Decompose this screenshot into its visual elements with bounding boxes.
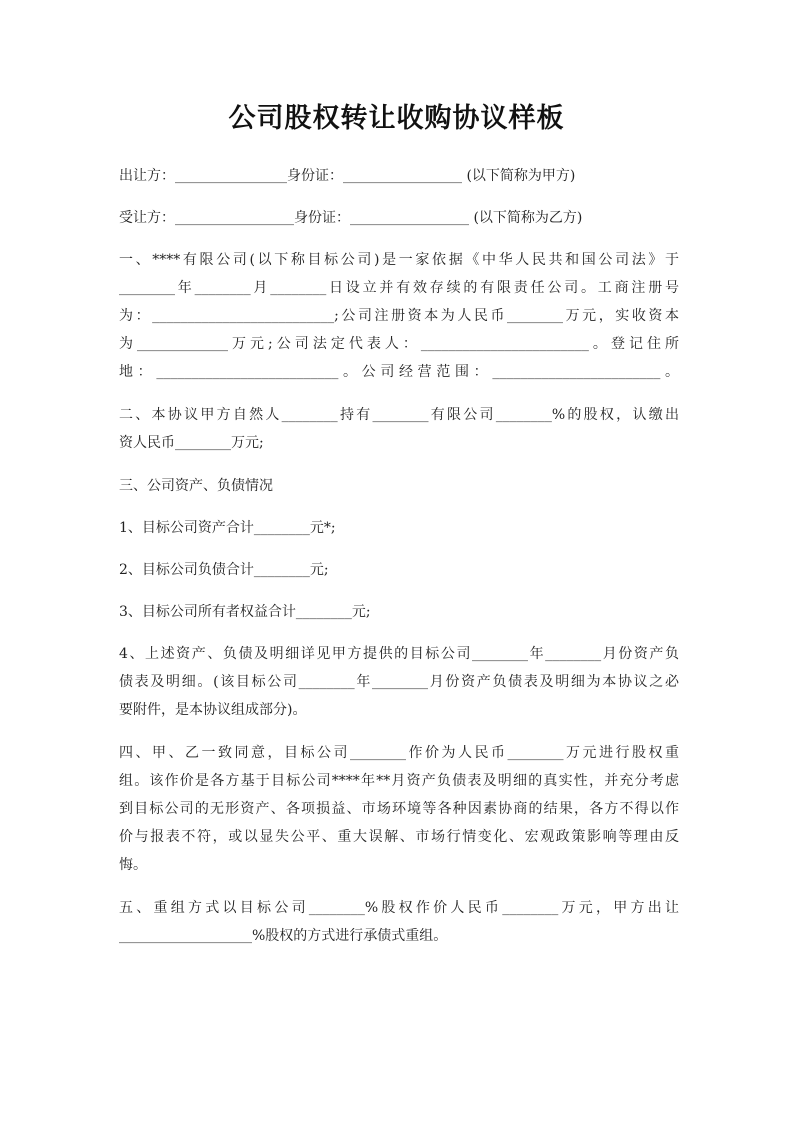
clause-1-line: ________年________月________日设立并有效存续的有限责任公司。工商注册号 [119,280,679,296]
clause-1-line: 为：__________________________;公司注册资本为人民币________万元，实收资本 [119,308,679,324]
clause-3-item-4-line: 债表及明细。(该目标公司________年________月份资产负债表及明细为本协议之必 [119,674,679,690]
clause-1-line: 地：__________________________。公司经营范围：________________________。 [119,364,679,380]
document-title: 公司股权转让收购协议样板 [228,103,565,134]
clause-4-line: 价与报表不符，或以显失公平、重大误解、市场行情变化、宏观政策影响等理由反 [119,829,679,845]
clause-3-item-1: 1、目标公司资产合计________元*; [119,520,336,536]
clause-2-line: 二、本协议甲方自然人________持有________有限公司________%的股权，认缴出 [119,407,679,423]
clause-4-line: 组。该作价是各方基于目标公司****年**月资产负债表及明细的真实性，并充分考虑 [119,773,679,789]
clause-5-line: 五、重组方式以目标公司________%股权作价人民币________万元，甲方出让 [119,900,679,916]
clause-3-item-4-line: 4、上述资产、负债及明细详见甲方提供的目标公司________年________月份资产负 [119,646,679,662]
clause-4-line: 到目标公司的无形资产、各项损益、市场环境等各种因素协商的结果，各方不得以作 [119,801,679,817]
clause-3-item-3: 3、目标公司所有者权益合计________元; [119,604,371,620]
clause-1-line: 为_____________万元;公司法定代表人：________________________。登记住所 [119,336,679,352]
clause-3-heading: 三、公司资产、负债情况 [119,478,273,494]
clause-3-item-4-line: 要附件，是本协议组成部分)。 [119,702,307,718]
transferor-line: 出让方：________________身份证：_________________ (以下简称为甲方) [119,168,576,184]
clause-4-line: 悔。 [119,857,147,873]
transferee-line: 受让方：_________________身份证：_________________ (以下简称为乙方) [119,210,583,226]
clause-5-line: ___________________%股权的方式进行承债式重组。 [119,928,448,944]
clause-1-line: 一、****有限公司(以下称目标公司)是一家依据《中华人民共和国公司法》于 [119,252,679,268]
clause-3-item-2: 2、目标公司负债合计________元; [119,562,329,578]
clause-2-line: 资人民币________万元; [119,435,264,451]
clause-4-line: 四、甲、乙一致同意，目标公司________作价为人民币________万元进行股权重 [119,745,679,761]
